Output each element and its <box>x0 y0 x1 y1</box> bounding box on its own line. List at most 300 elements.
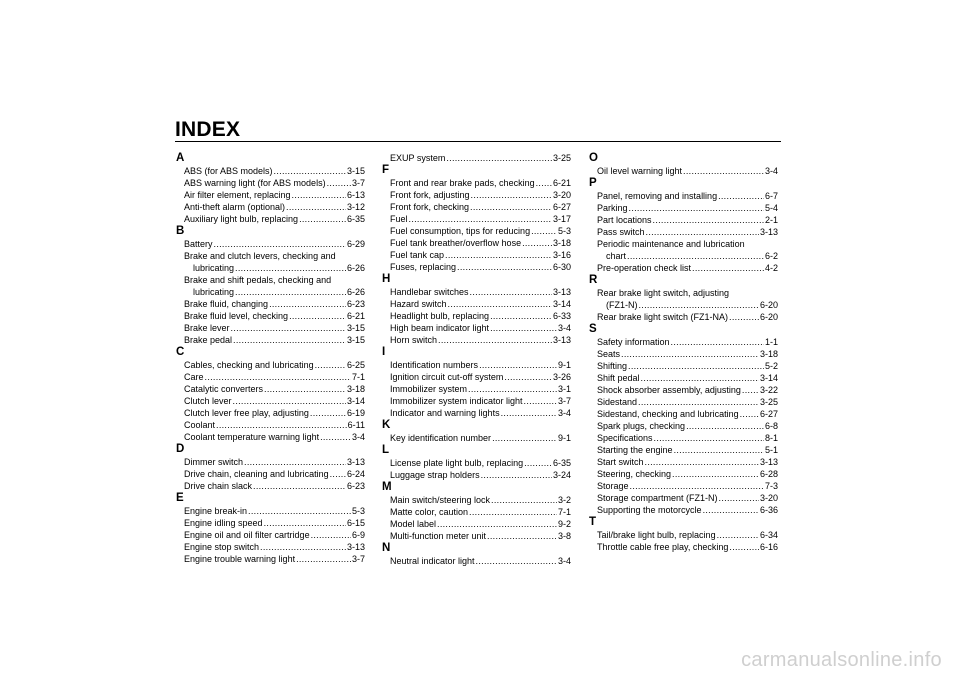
entry-text: Drive chain, cleaning and lubricating <box>184 469 329 479</box>
dot-leader <box>491 494 557 506</box>
dot-leader <box>487 530 557 542</box>
dot-leader <box>264 517 346 529</box>
dot-leader <box>269 298 346 310</box>
page-number: 7-1 <box>351 372 365 382</box>
entry-text: Brake and shift pedals, checking and <box>184 275 332 285</box>
entry-text: Matte color, caution <box>390 507 469 517</box>
dot-leader <box>311 529 351 541</box>
index-entry <box>588 165 778 177</box>
index-entry <box>588 444 778 456</box>
page-number: 5-2 <box>764 361 778 371</box>
index-entry <box>381 261 571 273</box>
dot-leader <box>235 286 346 298</box>
entry-text: Supporting the motorcycle <box>597 505 702 515</box>
entry-text: Auxiliary light bulb, replacing <box>184 214 299 224</box>
index-letter: S <box>589 323 597 335</box>
entry-text: Fuel tank breather/overflow hose <box>390 238 522 248</box>
dot-leader <box>448 298 552 310</box>
index-entry <box>175 177 365 189</box>
index-entry <box>175 213 365 225</box>
dot-leader <box>289 310 346 322</box>
index-entry <box>175 262 365 274</box>
entry-text: (FZ1-N) <box>606 300 638 310</box>
dot-leader <box>621 348 759 360</box>
entry-text: Pre-operation check list <box>597 263 692 273</box>
dot-leader <box>468 383 557 395</box>
entry-text: Brake and clutch levers, checking and <box>184 251 336 261</box>
dot-leader <box>522 237 552 249</box>
page-number: 3-13 <box>552 287 571 297</box>
dot-leader <box>216 419 347 431</box>
entry-text: Neutral indicator light <box>390 556 475 566</box>
index-entry <box>175 517 365 529</box>
dot-leader <box>248 505 351 517</box>
dot-leader <box>686 420 764 432</box>
entry-text: High beam indicator light <box>390 323 490 333</box>
index-entry <box>588 360 778 372</box>
dot-leader <box>646 226 759 238</box>
page-number: 6-34 <box>759 530 778 540</box>
page-number: 2-1 <box>764 215 778 225</box>
dot-leader <box>630 480 764 492</box>
page-number: 3-15 <box>346 166 365 176</box>
page-number: 3-13 <box>552 335 571 345</box>
dot-leader <box>627 250 764 262</box>
entry-text: Dimmer switch <box>184 457 244 467</box>
entry-text: Panel, removing and installing <box>597 191 718 201</box>
page-number: 7-3 <box>764 481 778 491</box>
index-entry <box>588 456 778 468</box>
page-number: 5-3 <box>557 226 571 236</box>
index-entry <box>381 383 571 395</box>
entry-text: Shifting <box>597 361 628 371</box>
page-number: 3-24 <box>552 470 571 480</box>
entry-text: ABS (for ABS models) <box>184 166 273 176</box>
index-entry <box>381 298 571 310</box>
index-entry <box>381 213 571 225</box>
index-entry <box>588 299 778 311</box>
dot-leader <box>729 541 759 553</box>
dot-leader <box>653 214 764 226</box>
entry-text: License plate light bulb, replacing <box>390 458 524 468</box>
page-number: 9-1 <box>557 433 571 443</box>
page-number: 3-2 <box>557 495 571 505</box>
dot-leader <box>742 384 759 396</box>
entry-text: Main switch/steering lock <box>390 495 491 505</box>
dot-leader <box>717 529 759 541</box>
entry-text: Fuses, replacing <box>390 262 457 272</box>
page-title: INDEX <box>175 118 241 141</box>
page-number: 6-26 <box>346 263 365 273</box>
dot-leader <box>531 225 557 237</box>
page-number: 6-20 <box>759 300 778 310</box>
page-number: 6-2 <box>764 251 778 261</box>
entry-text: Engine trouble warning light <box>184 554 296 564</box>
dot-leader <box>214 238 346 250</box>
dot-leader <box>330 468 346 480</box>
dot-leader <box>296 553 351 565</box>
page-number: 3-15 <box>346 323 365 333</box>
index-entry <box>175 456 365 468</box>
index-entry <box>588 238 778 250</box>
dot-leader <box>470 201 552 213</box>
index-letter: I <box>382 346 386 358</box>
index-entry <box>381 530 571 542</box>
entry-text: Start switch <box>597 457 644 467</box>
page-number: 6-8 <box>764 421 778 431</box>
page-number: 6-27 <box>759 409 778 419</box>
entry-text: Sidestand <box>597 397 638 407</box>
index-entry <box>588 250 778 262</box>
dot-leader <box>437 518 557 530</box>
page-number: 6-20 <box>759 312 778 322</box>
dot-leader <box>645 456 759 468</box>
index-entry <box>381 249 571 261</box>
entry-text: Parking <box>597 203 628 213</box>
dot-leader <box>233 334 346 346</box>
entry-text: Fuel <box>390 214 408 224</box>
page-number: 3-26 <box>552 372 571 382</box>
index-entry <box>588 541 778 553</box>
index-entry <box>588 529 778 541</box>
dot-leader <box>671 336 764 348</box>
entry-text: Care <box>184 372 204 382</box>
page-number: 9-1 <box>557 360 571 370</box>
index-entry <box>588 420 778 432</box>
dot-leader <box>438 334 552 346</box>
page-number: 6-25 <box>346 360 365 370</box>
dot-leader <box>446 152 552 164</box>
entry-text: Engine stop switch <box>184 542 260 552</box>
index-entry <box>588 202 778 214</box>
entry-text: Engine oil and oil filter cartridge <box>184 530 310 540</box>
index-entry <box>381 286 571 298</box>
dot-leader <box>674 444 764 456</box>
page-number: 6-11 <box>347 420 365 430</box>
dot-leader <box>457 261 552 273</box>
index-entry <box>175 322 365 334</box>
page-number: 6-33 <box>552 311 571 321</box>
index-entry <box>588 492 778 504</box>
page-number: 3-25 <box>552 153 571 163</box>
page-number: 3-18 <box>759 349 778 359</box>
entry-text: Engine break-in <box>184 506 248 516</box>
index-entry <box>381 237 571 249</box>
dot-leader <box>470 286 552 298</box>
entry-text: Shift pedal <box>597 373 640 383</box>
index-entry <box>175 165 365 177</box>
index-entry <box>175 334 365 346</box>
entry-text: ABS warning light (for ABS models) <box>184 178 326 188</box>
index-entry <box>175 395 365 407</box>
entry-text: Steering, checking <box>597 469 672 479</box>
page-number: 3-12 <box>346 202 365 212</box>
page-number: 6-7 <box>764 191 778 201</box>
index-entry <box>588 348 778 360</box>
page-number: 6-27 <box>552 202 571 212</box>
dot-leader <box>320 431 351 443</box>
entry-text: Air filter element, replacing <box>184 190 291 200</box>
entry-text: Battery <box>184 239 213 249</box>
entry-text: Multi-function meter unit <box>390 531 487 541</box>
index-entry <box>588 408 778 420</box>
index-entry <box>175 238 365 250</box>
entry-text: Clutch lever <box>184 396 232 406</box>
index-letter: H <box>382 273 391 285</box>
entry-text: Drive chain slack <box>184 481 253 491</box>
index-letter: B <box>176 225 185 237</box>
index-letter: O <box>589 152 598 164</box>
entry-text: Storage <box>597 481 629 491</box>
page-number: 5-3 <box>351 506 365 516</box>
page-number: 3-4 <box>557 408 571 418</box>
index-column-2 <box>381 152 571 567</box>
index-entry <box>175 505 365 517</box>
index-letter: C <box>176 346 185 358</box>
entry-text: Clutch lever free play, adjusting <box>184 408 309 418</box>
index-entry <box>381 555 571 567</box>
page-number: 5-1 <box>764 445 778 455</box>
index-entry <box>588 190 778 202</box>
entry-text: Immobilizer system <box>390 384 468 394</box>
page-number: 6-21 <box>346 311 365 321</box>
dot-leader <box>479 359 557 371</box>
page-number: 6-35 <box>346 214 365 224</box>
dot-leader <box>315 359 346 371</box>
entry-text: Key identification number <box>390 433 492 443</box>
entry-text: Rear brake light switch (FZ1-NA) <box>597 312 729 322</box>
dot-leader <box>253 480 346 492</box>
page-number: 6-29 <box>346 239 365 249</box>
page-number: 6-9 <box>351 530 365 540</box>
index-letter: E <box>176 492 184 504</box>
index-entry <box>175 310 365 322</box>
page-number: 3-7 <box>351 554 365 564</box>
page-number: 3-18 <box>346 384 365 394</box>
dot-leader <box>471 189 552 201</box>
entry-text: Fuel tank cap <box>390 250 445 260</box>
dot-leader <box>719 492 759 504</box>
entry-text: Safety information <box>597 337 670 347</box>
dot-leader <box>490 322 557 334</box>
index-entry <box>381 407 571 419</box>
dot-leader <box>729 311 759 323</box>
page-number: 3-17 <box>552 214 571 224</box>
entry-text: Part locations <box>597 215 652 225</box>
index-entry <box>588 311 778 323</box>
dot-leader <box>536 177 552 189</box>
page-number: 3-20 <box>552 190 571 200</box>
index-entry <box>175 189 365 201</box>
index-entry <box>175 359 365 371</box>
entry-text: Anti-theft alarm (optional) <box>184 202 286 212</box>
dot-leader <box>310 407 346 419</box>
dot-leader <box>672 468 759 480</box>
dot-leader <box>524 457 552 469</box>
page-number: 3-4 <box>764 166 778 176</box>
index-entry <box>175 201 365 213</box>
index-entry <box>381 371 571 383</box>
index-entry <box>588 396 778 408</box>
index-entry <box>175 468 365 480</box>
dot-leader <box>683 165 764 177</box>
index-entry <box>175 480 365 492</box>
watermark: carmanualsonline.info <box>741 649 942 671</box>
page-number: 6-16 <box>759 542 778 552</box>
dot-leader <box>692 262 764 274</box>
page-number: 3-15 <box>346 335 365 345</box>
index-entry <box>381 432 571 444</box>
page-number: 3-20 <box>759 493 778 503</box>
dot-leader <box>504 371 552 383</box>
page-number: 6-19 <box>346 408 365 418</box>
dot-leader <box>629 202 764 214</box>
entry-text: Immobilizer system indicator light <box>390 396 523 406</box>
entry-text: Brake lever <box>184 323 230 333</box>
entry-text: lubricating <box>193 263 235 273</box>
entry-text: Hazard switch <box>390 299 447 309</box>
index-entry <box>588 468 778 480</box>
entry-text: Model label <box>390 519 437 529</box>
entry-text: Luggage strap holders <box>390 470 480 480</box>
index-letter: A <box>176 152 185 164</box>
dot-leader <box>476 555 557 567</box>
dot-leader <box>409 213 552 225</box>
dot-leader <box>299 213 346 225</box>
index-entry <box>588 262 778 274</box>
index-entry <box>588 336 778 348</box>
index-letter: N <box>382 542 391 554</box>
index-entry <box>588 432 778 444</box>
entry-text: EXUP system <box>390 153 446 163</box>
index-entry <box>175 529 365 541</box>
page-number: 6-13 <box>346 190 365 200</box>
page-number: 3-1 <box>557 384 571 394</box>
index-entry <box>381 189 571 201</box>
index-entry <box>175 286 365 298</box>
dot-leader <box>703 504 759 516</box>
index-entry <box>175 553 365 565</box>
page-number: 3-13 <box>346 457 365 467</box>
index-letter: P <box>589 177 597 189</box>
entry-text: Identification numbers <box>390 360 479 370</box>
page-number: 3-16 <box>552 250 571 260</box>
page-number: 3-7 <box>351 178 365 188</box>
index-entry <box>588 287 778 299</box>
index-entry <box>175 431 365 443</box>
index-entry <box>588 226 778 238</box>
dot-leader <box>235 262 346 274</box>
index-letter: K <box>382 419 391 431</box>
entry-text: Tail/brake light bulb, replacing <box>597 530 716 540</box>
page-number: 3-25 <box>759 397 778 407</box>
page-number: 3-14 <box>759 373 778 383</box>
index-entry <box>588 384 778 396</box>
entry-text: Ignition circuit cut-off system <box>390 372 504 382</box>
index-entry <box>175 250 365 262</box>
dot-leader <box>231 322 346 334</box>
page-number: 6-28 <box>759 469 778 479</box>
index-entry <box>381 395 571 407</box>
index-entry <box>588 504 778 516</box>
index-letter: R <box>589 274 598 286</box>
dot-leader <box>654 432 764 444</box>
index-entry <box>381 177 571 189</box>
index-entry <box>381 494 571 506</box>
dot-leader <box>445 249 552 261</box>
index-letter: F <box>382 164 390 176</box>
entry-text: Engine idling speed <box>184 518 263 528</box>
dot-leader <box>639 299 759 311</box>
page-number: 6-24 <box>346 469 365 479</box>
index-entry <box>381 457 571 469</box>
page-number: 3-4 <box>557 323 571 333</box>
index-entry <box>175 383 365 395</box>
entry-text: Headlight bulb, replacing <box>390 311 490 321</box>
entry-text: Brake fluid level, checking <box>184 311 289 321</box>
page-number: 6-15 <box>346 518 365 528</box>
index-entry <box>381 334 571 346</box>
entry-text: Brake fluid, changing <box>184 299 269 309</box>
entry-text: Catalytic converters <box>184 384 264 394</box>
entry-text: Oil level warning light <box>597 166 683 176</box>
page-number: 3-13 <box>346 542 365 552</box>
dot-leader <box>501 407 557 419</box>
entry-text: Front fork, checking <box>390 202 470 212</box>
entry-text: Shock absorber assembly, adjusting <box>597 385 741 395</box>
index-entry <box>175 407 365 419</box>
dot-leader <box>718 190 764 202</box>
entry-text: Storage compartment (FZ1-N) <box>597 493 718 503</box>
index-entry <box>175 541 365 553</box>
entry-text: Starting the engine <box>597 445 673 455</box>
index-entry <box>175 274 365 286</box>
dot-leader <box>740 408 759 420</box>
index-entry <box>588 480 778 492</box>
index-column-3 <box>588 152 778 553</box>
page-number: 1-1 <box>764 337 778 347</box>
entry-text: Pass switch <box>597 227 645 237</box>
entry-text: chart <box>606 251 627 261</box>
entry-text: Fuel consumption, tips for reducing <box>390 226 531 236</box>
entry-text: Spark plugs, checking <box>597 421 686 431</box>
entry-text: Cables, checking and lubricating <box>184 360 314 370</box>
dot-leader <box>492 432 557 444</box>
index-letter: L <box>382 444 390 456</box>
entry-text: lubricating <box>193 287 235 297</box>
page-number: 3-13 <box>759 227 778 237</box>
index-entry <box>381 469 571 481</box>
index-entry <box>381 322 571 334</box>
dot-leader <box>233 395 346 407</box>
dot-leader <box>260 541 346 553</box>
page-number: 3-14 <box>346 396 365 406</box>
index-entry <box>381 359 571 371</box>
entry-text: Specifications <box>597 433 653 443</box>
page-number: 8-1 <box>764 433 778 443</box>
page-number: 6-26 <box>346 287 365 297</box>
dot-leader <box>641 372 759 384</box>
entry-text: Coolant <box>184 420 216 430</box>
index-entry <box>381 506 571 518</box>
page-number: 6-23 <box>346 481 365 491</box>
dot-leader <box>292 189 346 201</box>
entry-text: Rear brake light switch, adjusting <box>597 288 730 298</box>
index-entry <box>588 214 778 226</box>
entry-text: Brake pedal <box>184 335 233 345</box>
index-entry <box>381 225 571 237</box>
dot-leader <box>490 310 552 322</box>
